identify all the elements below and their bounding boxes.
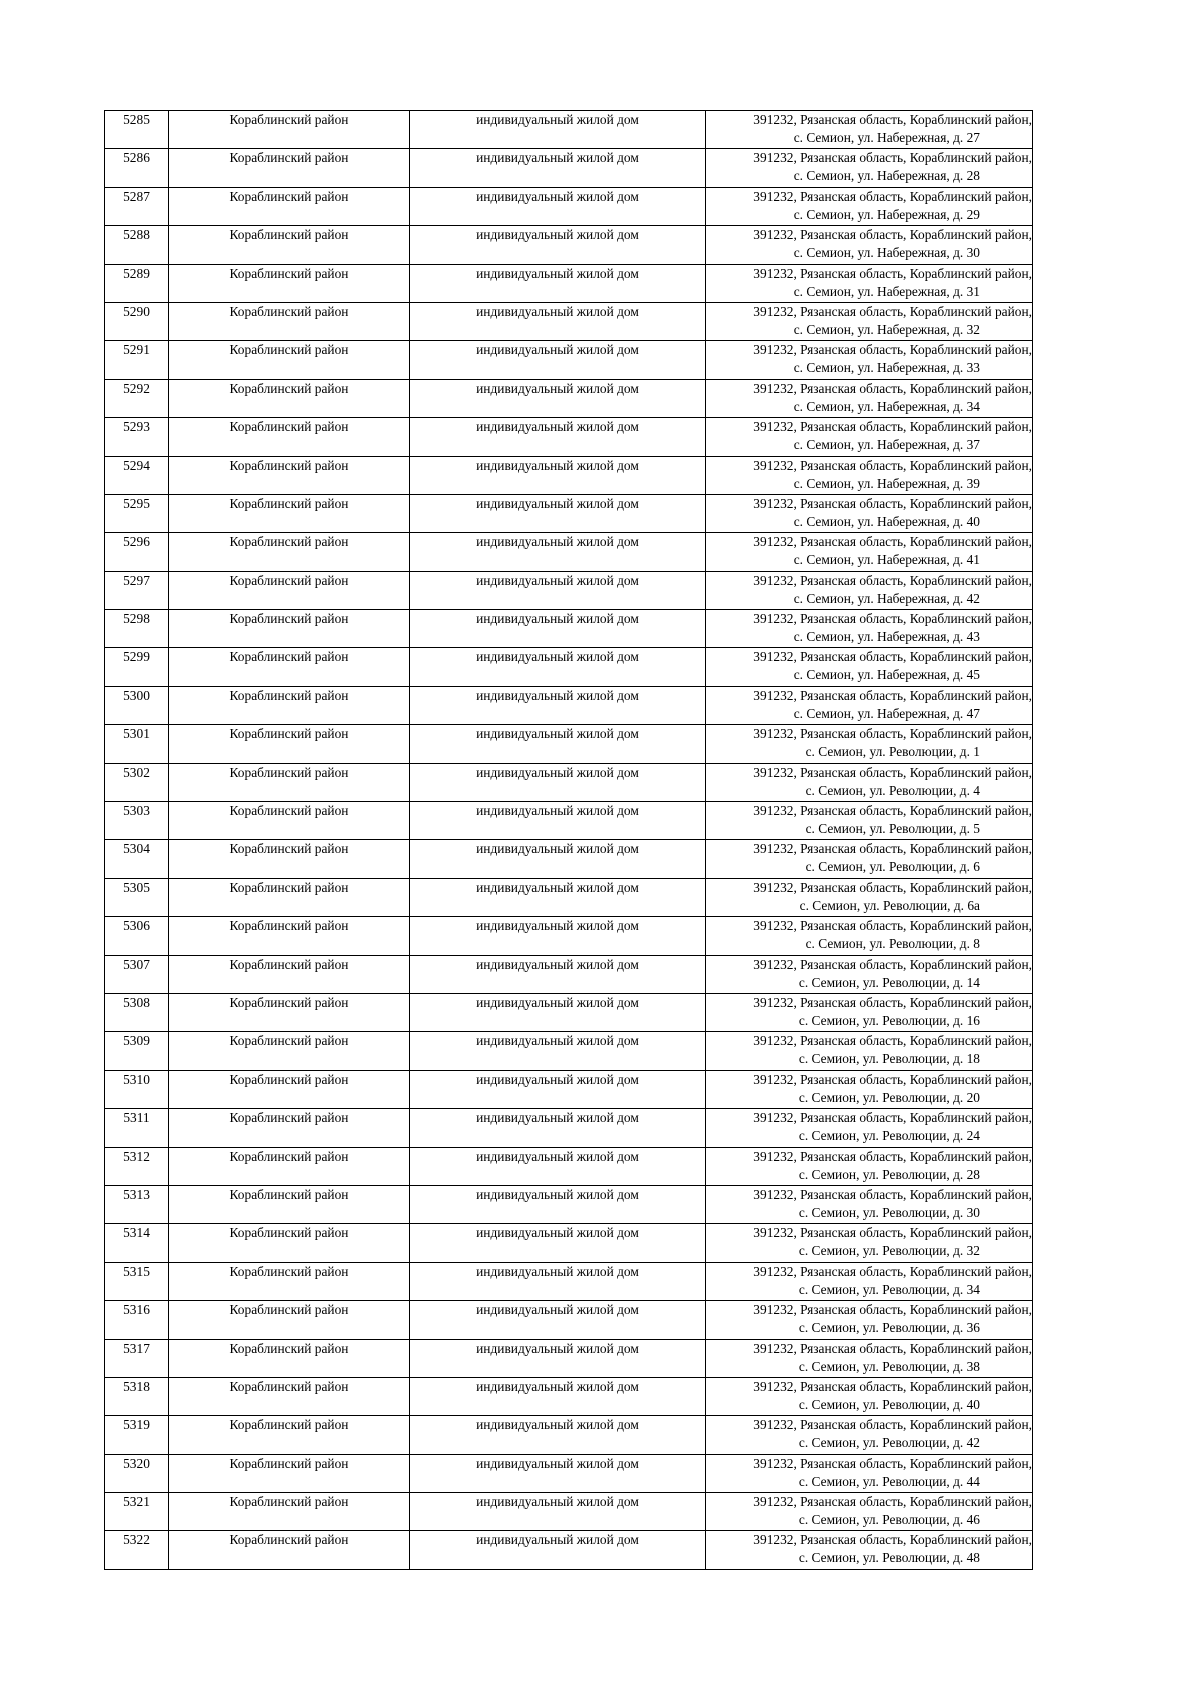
address-line-2: с. Семион, ул. Набережная, д. 32 [793,321,980,337]
address-line-2: с. Семион, ул. Революции, д. 32 [798,1243,980,1259]
object-type-cell: индивидуальный жилой дом [410,1377,706,1415]
object-type-cell: индивидуальный жилой дом [410,302,706,340]
object-type-cell: индивидуальный жилой дом [410,878,706,916]
address-line-1: 391232, Рязанская область, Кораблинский район, [753,342,1032,358]
object-type-cell: индивидуальный жилой дом [410,993,706,1031]
address-cell [706,1109,1033,1147]
object-type-cell: индивидуальный жилой дом [410,187,706,225]
object-type-cell: индивидуальный жилой дом [410,840,706,878]
object-type-cell: индивидуальный жилой дом [410,456,706,494]
address-line-2: с. Семион, ул. Набережная, д. 40 [793,513,980,529]
address-line-1: 391232, Рязанская область, Кораблинский район, [753,1186,1032,1202]
address-cell [706,725,1033,763]
record-number-cell: 5311 [105,1109,169,1147]
record-number-cell: 5317 [105,1339,169,1377]
housing-registry-table [104,110,1033,1570]
address-cell [706,341,1033,379]
address-line-2: с. Семион, ул. Революции, д. 34 [798,1281,980,1297]
address-cell [706,533,1033,571]
district-cell: Кораблинский район [169,149,410,187]
district-cell: Кораблинский район [169,187,410,225]
table-row [105,1109,1033,1147]
address-line-2: с. Семион, ул. Революции, д. 16 [798,1012,980,1028]
address-line-1: 391232, Рязанская область, Кораблинский район, [753,1455,1032,1471]
address-cell [706,494,1033,532]
record-number-cell: 5300 [105,686,169,724]
district-cell: Кораблинский район [169,1416,410,1454]
address-cell [706,993,1033,1031]
address-line-2: с. Семион, ул. Революции, д. 20 [798,1089,980,1105]
address-line-2: с. Семион, ул. Набережная, д. 30 [793,245,980,261]
address-cell [706,1185,1033,1223]
table-row [105,418,1033,456]
table-row [105,1531,1033,1569]
address-line-2: с. Семион, ул. Набережная, д. 43 [793,629,980,645]
address-cell [706,1377,1033,1415]
district-cell: Кораблинский район [169,1531,410,1569]
object-type-cell: индивидуальный жилой дом [410,1032,706,1070]
table-row [105,993,1033,1031]
table-row [105,1377,1033,1415]
address-cell [706,187,1033,225]
record-number-cell: 5310 [105,1070,169,1108]
table-row [105,456,1033,494]
district-cell: Кораблинский район [169,1032,410,1070]
table-row [105,1339,1033,1377]
record-number-cell: 5303 [105,802,169,840]
address-line-1: 391232, Рязанская область, Кораблинский район, [753,1417,1032,1433]
address-cell [706,456,1033,494]
address-cell [706,418,1033,456]
address-cell [706,1531,1033,1569]
address-line-1: 391232, Рязанская область, Кораблинский район, [753,1302,1032,1318]
address-line-2: с. Семион, ул. Революции, д. 48 [798,1550,980,1566]
object-type-cell: индивидуальный жилой дом [410,610,706,648]
address-cell [706,264,1033,302]
table-row [105,686,1033,724]
table-row [105,1147,1033,1185]
address-line-2: с. Семион, ул. Набережная, д. 28 [793,168,980,184]
record-number-cell: 5302 [105,763,169,801]
address-line-1: 391232, Рязанская область, Кораблинский район, [753,841,1032,857]
address-line-1: 391232, Рязанская область, Кораблинский район, [753,611,1032,627]
address-line-2: с. Семион, ул. Революции, д. 28 [798,1166,980,1182]
address-cell [706,379,1033,417]
district-cell: Кораблинский район [169,1185,410,1223]
district-cell: Кораблинский район [169,226,410,264]
district-cell: Кораблинский район [169,686,410,724]
district-cell: Кораблинский район [169,1493,410,1531]
address-line-1: 391232, Рязанская область, Кораблинский район, [753,265,1032,281]
address-line-1: 391232, Рязанская область, Кораблинский район, [753,457,1032,473]
address-line-2: с. Семион, ул. Революции, д. 36 [798,1320,980,1336]
object-type-cell: индивидуальный жилой дом [410,1454,706,1492]
record-number-cell: 5287 [105,187,169,225]
address-cell [706,802,1033,840]
object-type-cell: индивидуальный жилой дом [410,111,706,149]
address-line-1: 391232, Рязанская область, Кораблинский район, [753,1340,1032,1356]
district-cell: Кораблинский район [169,1377,410,1415]
district-cell: Кораблинский район [169,993,410,1031]
address-line-1: 391232, Рязанская область, Кораблинский район, [753,534,1032,550]
district-cell: Кораблинский район [169,111,410,149]
address-line-2: с. Семион, ул. Революции, д. 8 [805,936,980,952]
address-line-2: с. Семион, ул. Набережная, д. 45 [793,667,980,683]
object-type-cell: индивидуальный жилой дом [410,149,706,187]
table-row [105,111,1033,149]
address-cell [706,878,1033,916]
object-type-cell: индивидуальный жилой дом [410,1147,706,1185]
address-line-1: 391232, Рязанская область, Кораблинский район, [753,150,1032,166]
record-number-cell: 5307 [105,955,169,993]
district-cell: Кораблинский район [169,1454,410,1492]
table-row [105,955,1033,993]
address-line-2: с. Семион, ул. Революции, д. 30 [798,1204,980,1220]
address-cell [706,111,1033,149]
address-line-1: 391232, Рязанская область, Кораблинский район, [753,1494,1032,1510]
record-number-cell: 5316 [105,1301,169,1339]
address-line-2: с. Семион, ул. Набережная, д. 47 [793,705,980,721]
record-number-cell: 5289 [105,264,169,302]
address-line-1: 391232, Рязанская область, Кораблинский район, [753,1033,1032,1049]
record-number-cell: 5306 [105,917,169,955]
address-cell [706,1224,1033,1262]
object-type-cell: индивидуальный жилой дом [410,533,706,571]
address-line-2: с. Семион, ул. Революции, д. 42 [798,1435,980,1451]
record-number-cell: 5319 [105,1416,169,1454]
record-number-cell: 5285 [105,111,169,149]
table-row [105,1454,1033,1492]
district-cell: Кораблинский район [169,533,410,571]
record-number-cell: 5309 [105,1032,169,1070]
district-cell: Кораблинский район [169,917,410,955]
address-line-1: 391232, Рязанская область, Кораблинский район, [753,1532,1032,1548]
address-cell [706,302,1033,340]
address-line-1: 391232, Рязанская область, Кораблинский район, [753,227,1032,243]
table-row [105,226,1033,264]
district-cell: Кораблинский район [169,494,410,532]
address-cell [706,1493,1033,1531]
table-row [105,917,1033,955]
table-row [105,149,1033,187]
address-line-2: с. Семион, ул. Набережная, д. 42 [793,590,980,606]
object-type-cell: индивидуальный жилой дом [410,418,706,456]
object-type-cell: индивидуальный жилой дом [410,1262,706,1300]
object-type-cell: индивидуальный жилой дом [410,1493,706,1531]
address-cell [706,917,1033,955]
district-cell: Кораблинский район [169,1224,410,1262]
object-type-cell: индивидуальный жилой дом [410,494,706,532]
address-line-2: с. Семион, ул. Набережная, д. 31 [793,283,980,299]
district-cell: Кораблинский район [169,725,410,763]
district-cell: Кораблинский район [169,763,410,801]
registry-table-body [105,111,1033,1570]
district-cell: Кораблинский район [169,1109,410,1147]
address-line-2: с. Семион, ул. Набережная, д. 39 [793,475,980,491]
address-line-2: с. Семион, ул. Революции, д. 4 [805,782,980,798]
address-line-1: 391232, Рязанская область, Кораблинский район, [753,879,1032,895]
address-line-1: 391232, Рязанская область, Кораблинский район, [753,687,1032,703]
record-number-cell: 5292 [105,379,169,417]
object-type-cell: индивидуальный жилой дом [410,1339,706,1377]
table-row [105,1493,1033,1531]
object-type-cell: индивидуальный жилой дом [410,1070,706,1108]
table-row [105,379,1033,417]
address-line-2: с. Семион, ул. Набережная, д. 34 [793,398,980,414]
address-line-1: 391232, Рязанская область, Кораблинский район, [753,994,1032,1010]
address-line-1: 391232, Рязанская область, Кораблинский район, [753,572,1032,588]
address-line-2: с. Семион, ул. Революции, д. 6а [799,897,980,913]
district-cell: Кораблинский район [169,302,410,340]
record-number-cell: 5304 [105,840,169,878]
address-line-1: 391232, Рязанская область, Кораблинский район, [753,112,1032,127]
table-row [105,264,1033,302]
district-cell: Кораблинский район [169,648,410,686]
address-cell [706,571,1033,609]
table-row [105,878,1033,916]
district-cell: Кораблинский район [169,840,410,878]
table-row [105,533,1033,571]
district-cell: Кораблинский район [169,802,410,840]
table-row [105,1416,1033,1454]
address-line-1: 391232, Рязанская область, Кораблинский район, [753,188,1032,204]
table-row [105,341,1033,379]
address-cell [706,648,1033,686]
record-number-cell: 5293 [105,418,169,456]
object-type-cell: индивидуальный жилой дом [410,1224,706,1262]
district-cell: Кораблинский район [169,610,410,648]
address-line-1: 391232, Рязанская область, Кораблинский район, [753,956,1032,972]
object-type-cell: индивидуальный жилой дом [410,1109,706,1147]
district-cell: Кораблинский район [169,1339,410,1377]
address-line-2: с. Семион, ул. Набережная, д. 33 [793,360,980,376]
address-cell [706,840,1033,878]
address-line-2: с. Семион, ул. Революции, д. 14 [798,974,980,990]
district-cell: Кораблинский район [169,1301,410,1339]
district-cell: Кораблинский район [169,456,410,494]
table-row [105,763,1033,801]
address-cell [706,763,1033,801]
district-cell: Кораблинский район [169,418,410,456]
object-type-cell: индивидуальный жилой дом [410,955,706,993]
address-cell [706,1454,1033,1492]
address-line-2: с. Семион, ул. Революции, д. 18 [798,1051,980,1067]
record-number-cell: 5294 [105,456,169,494]
address-cell [706,610,1033,648]
address-line-1: 391232, Рязанская область, Кораблинский район, [753,649,1032,665]
address-line-2: с. Семион, ул. Революции, д. 6 [805,859,980,875]
address-cell [706,1339,1033,1377]
address-line-1: 391232, Рязанская область, Кораблинский район, [753,303,1032,319]
table-row [105,571,1033,609]
district-cell: Кораблинский район [169,379,410,417]
address-line-2: с. Семион, ул. Революции, д. 1 [805,744,980,760]
address-line-2: с. Семион, ул. Набережная, д. 27 [793,130,980,145]
table-row [105,187,1033,225]
table-row [105,1301,1033,1339]
address-line-1: 391232, Рязанская область, Кораблинский район, [753,803,1032,819]
district-cell: Кораблинский район [169,341,410,379]
record-number-cell: 5308 [105,993,169,1031]
object-type-cell: индивидуальный жилой дом [410,648,706,686]
address-line-1: 391232, Рязанская область, Кораблинский район, [753,764,1032,780]
address-cell [706,1032,1033,1070]
address-line-2: с. Семион, ул. Революции, д. 46 [798,1512,980,1528]
object-type-cell: индивидуальный жилой дом [410,802,706,840]
district-cell: Кораблинский район [169,1262,410,1300]
record-number-cell: 5312 [105,1147,169,1185]
record-number-cell: 5321 [105,1493,169,1531]
address-line-1: 391232, Рязанская область, Кораблинский район, [753,1110,1032,1126]
table-row [105,494,1033,532]
district-cell: Кораблинский район [169,264,410,302]
address-line-2: с. Семион, ул. Набережная, д. 41 [793,552,980,568]
table-row [105,1224,1033,1262]
address-line-2: с. Семион, ул. Набережная, д. 37 [793,437,980,453]
record-number-cell: 5315 [105,1262,169,1300]
address-line-1: 391232, Рязанская область, Кораблинский район, [753,1148,1032,1164]
address-line-2: с. Семион, ул. Набережная, д. 29 [793,206,980,222]
table-row [105,1032,1033,1070]
table-row [105,1262,1033,1300]
record-number-cell: 5296 [105,533,169,571]
table-row [105,725,1033,763]
address-line-1: 391232, Рязанская область, Кораблинский район, [753,726,1032,742]
record-number-cell: 5301 [105,725,169,763]
address-line-2: с. Семион, ул. Революции, д. 5 [805,821,980,837]
record-number-cell: 5313 [105,1185,169,1223]
object-type-cell: индивидуальный жилой дом [410,686,706,724]
table-row [105,1070,1033,1108]
record-number-cell: 5295 [105,494,169,532]
address-line-1: 391232, Рязанская область, Кораблинский район, [753,380,1032,396]
object-type-cell: индивидуальный жилой дом [410,1301,706,1339]
object-type-cell: индивидуальный жилой дом [410,264,706,302]
table-row [105,302,1033,340]
address-cell [706,226,1033,264]
district-cell: Кораблинский район [169,955,410,993]
table-row [105,840,1033,878]
object-type-cell: индивидуальный жилой дом [410,1185,706,1223]
table-row [105,648,1033,686]
record-number-cell: 5318 [105,1377,169,1415]
address-line-1: 391232, Рязанская область, Кораблинский район, [753,419,1032,435]
record-number-cell: 5290 [105,302,169,340]
address-cell [706,1416,1033,1454]
address-line-1: 391232, Рязанская область, Кораблинский район, [753,918,1032,934]
address-line-1: 391232, Рязанская область, Кораблинский район, [753,1225,1032,1241]
object-type-cell: индивидуальный жилой дом [410,725,706,763]
table-row [105,610,1033,648]
record-number-cell: 5320 [105,1454,169,1492]
address-cell [706,149,1033,187]
object-type-cell: индивидуальный жилой дом [410,379,706,417]
address-cell [706,1070,1033,1108]
record-number-cell: 5291 [105,341,169,379]
table-row [105,802,1033,840]
address-cell [706,686,1033,724]
object-type-cell: индивидуальный жилой дом [410,341,706,379]
record-number-cell: 5314 [105,1224,169,1262]
address-line-2: с. Семион, ул. Революции, д. 38 [798,1358,980,1374]
address-line-2: с. Семион, ул. Революции, д. 40 [798,1396,980,1412]
table-row [105,1185,1033,1223]
object-type-cell: индивидуальный жилой дом [410,1416,706,1454]
object-type-cell: индивидуальный жилой дом [410,917,706,955]
address-cell [706,1301,1033,1339]
address-line-1: 391232, Рязанская область, Кораблинский район, [753,1263,1032,1279]
district-cell: Кораблинский район [169,571,410,609]
object-type-cell: индивидуальный жилой дом [410,571,706,609]
address-cell [706,1147,1033,1185]
object-type-cell: индивидуальный жилой дом [410,763,706,801]
record-number-cell: 5298 [105,610,169,648]
address-line-2: с. Семион, ул. Революции, д. 44 [798,1473,980,1489]
district-cell: Кораблинский район [169,1147,410,1185]
record-number-cell: 5286 [105,149,169,187]
address-line-1: 391232, Рязанская область, Кораблинский район, [753,1071,1032,1087]
record-number-cell: 5305 [105,878,169,916]
address-cell [706,1262,1033,1300]
object-type-cell: индивидуальный жилой дом [410,1531,706,1569]
record-number-cell: 5299 [105,648,169,686]
address-line-1: 391232, Рязанская область, Кораблинский район, [753,1378,1032,1394]
record-number-cell: 5288 [105,226,169,264]
address-cell [706,955,1033,993]
object-type-cell: индивидуальный жилой дом [410,226,706,264]
record-number-cell: 5297 [105,571,169,609]
address-line-2: с. Семион, ул. Революции, д. 24 [798,1128,980,1144]
record-number-cell: 5322 [105,1531,169,1569]
district-cell: Кораблинский район [169,1070,410,1108]
address-line-1: 391232, Рязанская область, Кораблинский район, [753,495,1032,511]
district-cell: Кораблинский район [169,878,410,916]
